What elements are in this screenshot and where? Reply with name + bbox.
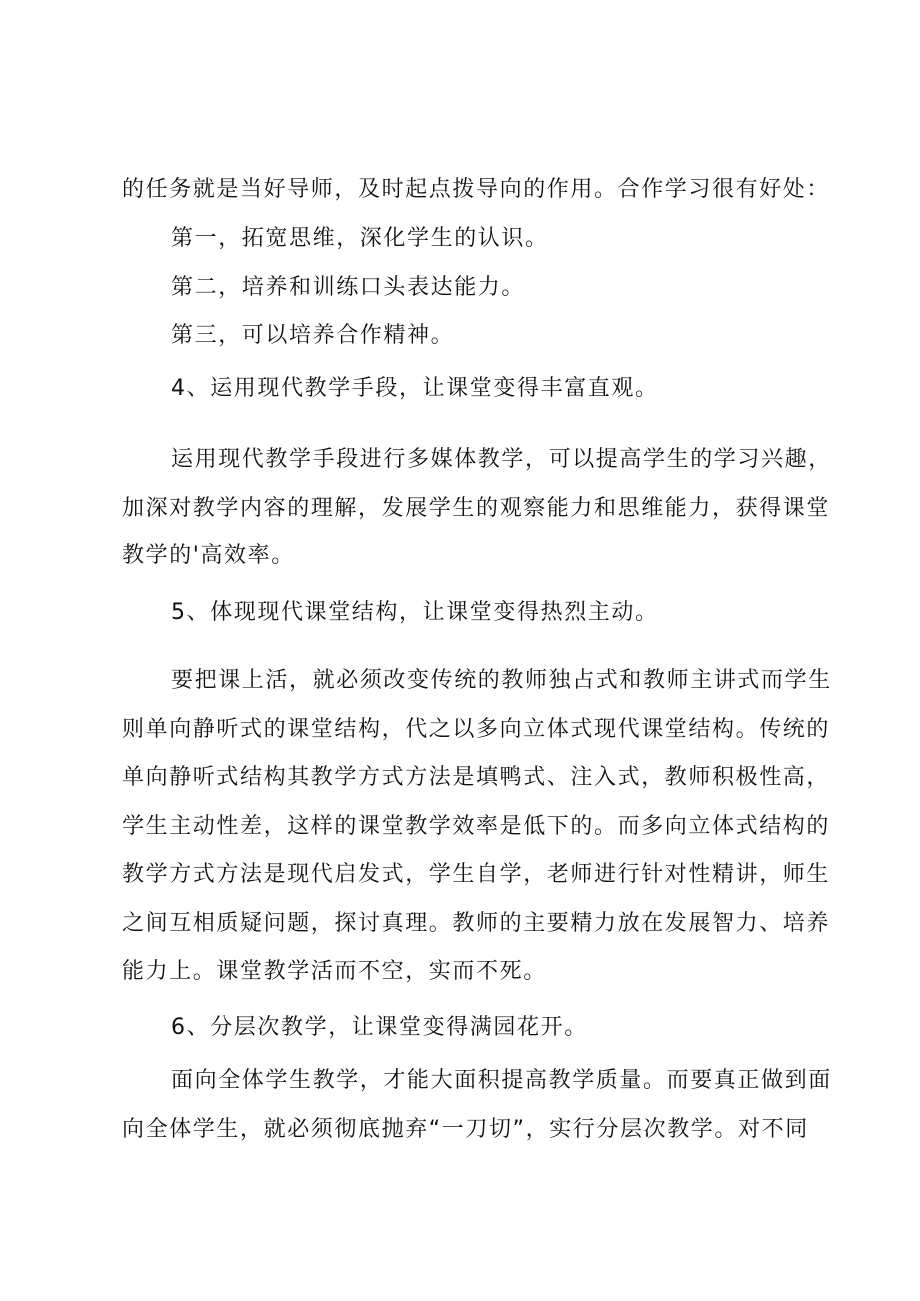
section-heading-4: 4、运用现代教学手段，让课堂变得丰富直观。 [171, 376, 659, 401]
paragraph-line: 能力上。课堂教学活而不空，实而不死。 [122, 959, 547, 984]
section-heading-5: 5、体现现代课堂结构，让课堂变得热烈主动。 [171, 600, 659, 625]
paragraph-line: 教学的'高效率。 [122, 543, 295, 568]
list-item-second: 第二，培养和训练口头表达能力。 [171, 275, 526, 300]
paragraph-line: 要把课上活，就必须改变传统的教师独占式和教师主讲式而学生 [171, 668, 832, 693]
paragraph-line: 面向全体学生教学，才能大面积提高教学质量。而要真正做到面 [171, 1068, 832, 1093]
list-item-first: 第一，拓宽思维，深化学生的认识。 [171, 226, 549, 251]
paragraph-line: 单向静听式结构其教学方式方法是填鸭式、注入式，教师积极性高， [122, 765, 831, 790]
paragraph-line: 运用现代教学手段进行多媒体教学，可以提高学生的学习兴趣， [171, 447, 832, 472]
paragraph-line: 则单向静听式的课堂结构，代之以多向立体式现代课堂结构。传统的 [122, 717, 831, 742]
paragraph-line: 向全体学生，就必须彻底抛弃“一刀切”，实行分层次教学。对不同 [122, 1117, 809, 1142]
paragraph-line: 之间互相质疑问题，探讨真理。教师的主要精力放在发展智力、培养 [122, 911, 831, 936]
list-item-third: 第三，可以培养合作精神。 [171, 323, 455, 348]
section-heading-6: 6、分层次教学，让课堂变得满园花开。 [171, 1015, 588, 1040]
paragraph-line: 加深对教学内容的理解，发展学生的观察能力和思维能力，获得课堂 [122, 496, 831, 521]
paragraph-line: 教学方式方法是现代启发式，学生自学，老师进行针对性精讲，师生 [122, 862, 831, 887]
paragraph-line: 学生主动性差，这样的课堂教学效率是低下的。而多向立体式结构的 [122, 814, 831, 839]
paragraph-line: 的任务就是当好导师，及时起点拨导向的作用。合作学习很有好处： [122, 177, 831, 202]
